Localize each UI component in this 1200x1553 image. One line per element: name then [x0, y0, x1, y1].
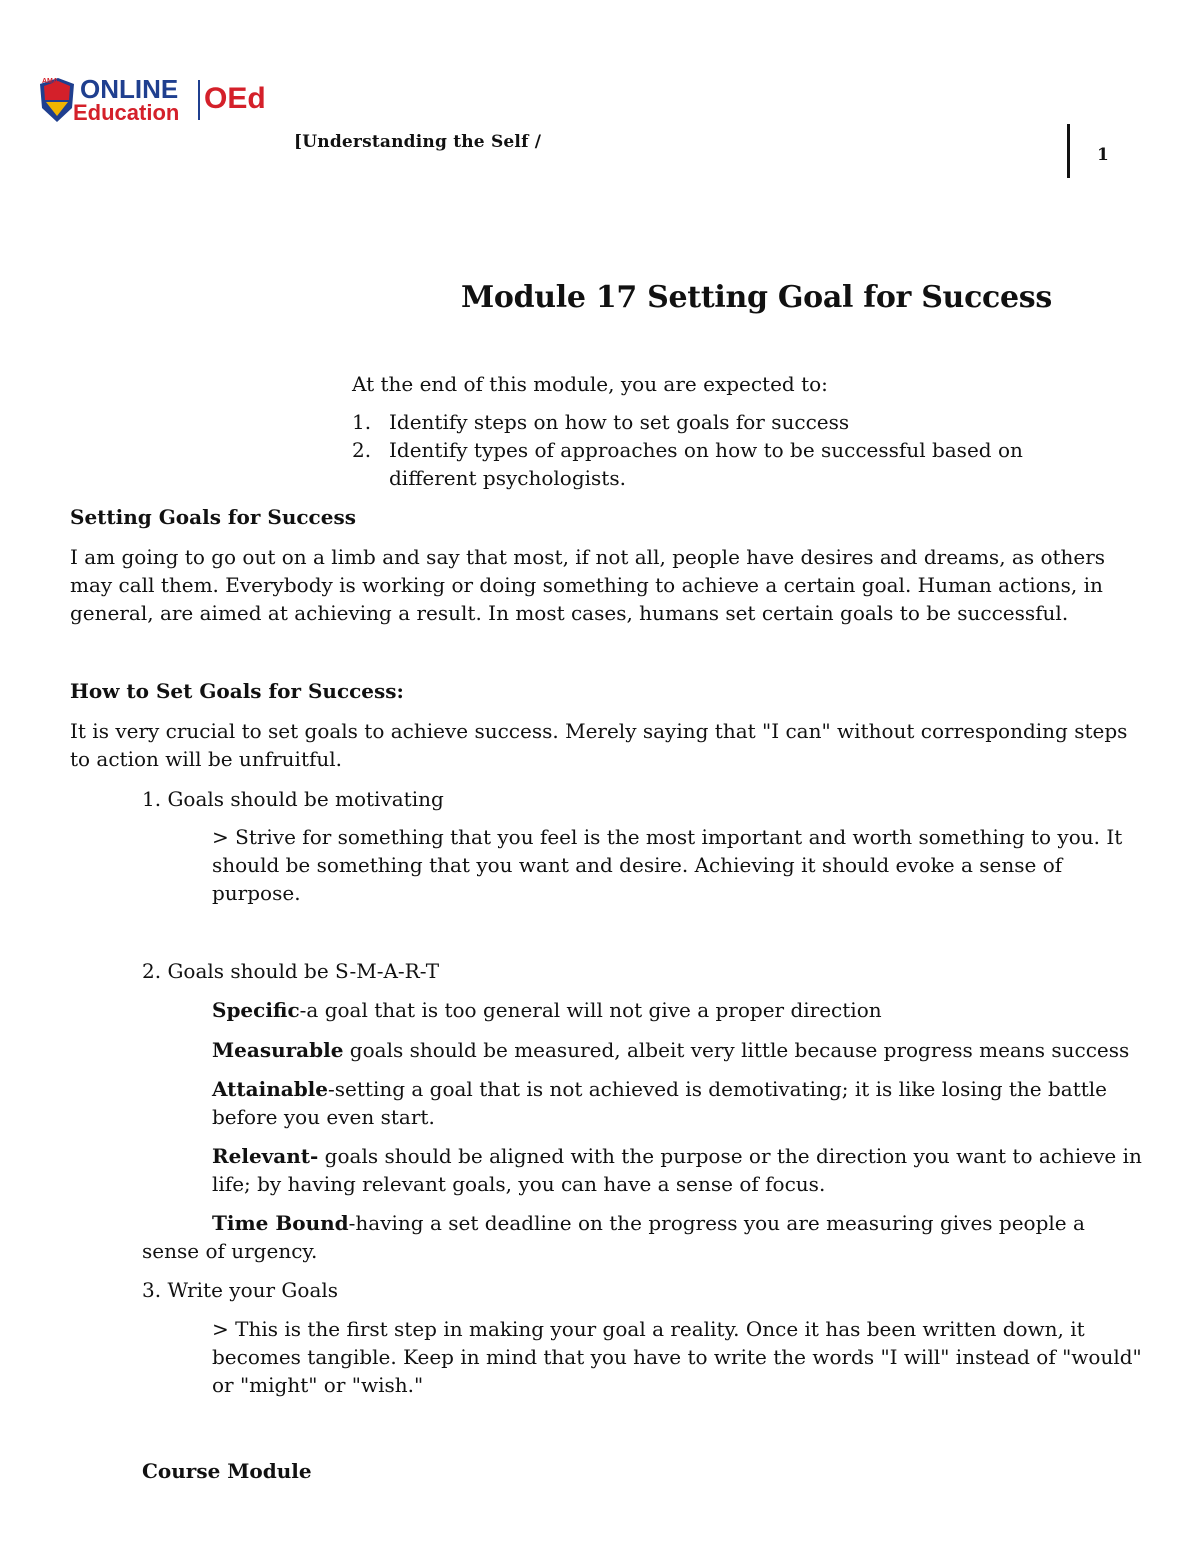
page-number-divider — [1067, 124, 1070, 178]
smart-relevant — [212, 1142, 1142, 1198]
list-item — [352, 408, 1152, 436]
section-body-setting-goals: I am going to go out on a limb and say that most, if not all, people have desires and dreams, as others may call them. Everybody is working or doing something to achieve a certain goal. Human actions, in general, are aimed at achieving a result. In most cases, humans set certain goals to be successful. — [70, 545, 1106, 625]
svg-text:AMA: AMA — [42, 78, 58, 85]
smart-text: -a goal that is too general will not give a proper direction — [299, 998, 882, 1022]
svg-text:ONLINE: ONLINE — [80, 74, 179, 104]
svg-text:Education: Education — [73, 100, 180, 125]
section-heading-how-to-set: How to Set Goals for Success: — [70, 679, 404, 703]
list-item — [352, 436, 1152, 492]
smart-text: goals should be aligned with the purpose or the direction you want to achieve in life; by having relevant goals, you can have a sense of focus. — [212, 1144, 1142, 1196]
smart-term: Attainable — [212, 1077, 329, 1101]
smart-text: -setting a goal that is not achieved is demotivating; it is like losing the battle before you even start. — [212, 1077, 1108, 1129]
smart-specific — [212, 996, 1142, 1024]
smart-term: Measurable — [212, 1038, 344, 1062]
list-item-text: Identify types of approaches on how to be successful based on different psychologists. — [389, 438, 1023, 490]
objectives-intro: At the end of this module, you are expected to: — [352, 372, 828, 396]
smart-term: Relevant- — [212, 1144, 319, 1168]
header-course-title: [Understanding the Self / — [294, 132, 542, 152]
smart-term: Time Bound — [212, 1211, 349, 1235]
smart-time-bound — [142, 1209, 1142, 1265]
objectives-list — [352, 408, 1152, 492]
step-1-title: 1. Goals should be motivating — [142, 787, 444, 811]
step-3-detail: > This is the first step in making your goal a reality. Once it has been written down, it becomes tangible. Keep in mind that you have to write the words "I will" instead of "would" or "might" or "wish." — [212, 1317, 1142, 1397]
smart-text: -having a set deadline on the progress you are measuring gives people a sense of urgency. — [142, 1211, 1085, 1263]
svg-text:OEd: OEd — [204, 82, 266, 115]
section-body-how-to-set: It is very crucial to set goals to achieve success. Merely saying that "I can" without corresponding steps to action will be unfruitful. — [70, 719, 1128, 771]
smart-text: goals should be measured, albeit very little because progress means success — [343, 1038, 1130, 1062]
footer-course-module: Course Module — [142, 1459, 312, 1483]
smart-measurable — [212, 1036, 1142, 1064]
step-3-title: 3. Write your Goals — [142, 1278, 339, 1302]
step-2-title: 2. Goals should be S-M-A-R-T — [142, 959, 440, 983]
list-item-number: 2. — [352, 438, 372, 462]
page-number: 1 — [1097, 145, 1109, 165]
list-item-number: 1. — [352, 410, 372, 434]
step-1-detail: > Strive for something that you feel is the most important and worth something to you. It should be something that you want and desire. Achieving it should evoke a sense of purpose. — [212, 825, 1123, 905]
crest-icon — [36, 74, 272, 126]
list-item-text: Identify steps on how to set goals for success — [389, 410, 850, 434]
online-education-logo — [36, 74, 272, 126]
smart-term: Specific — [212, 998, 300, 1022]
section-heading-setting-goals: Setting Goals for Success — [70, 505, 356, 529]
smart-attainable — [212, 1075, 1112, 1131]
module-title: Module 17 Setting Goal for Success — [461, 280, 1052, 315]
